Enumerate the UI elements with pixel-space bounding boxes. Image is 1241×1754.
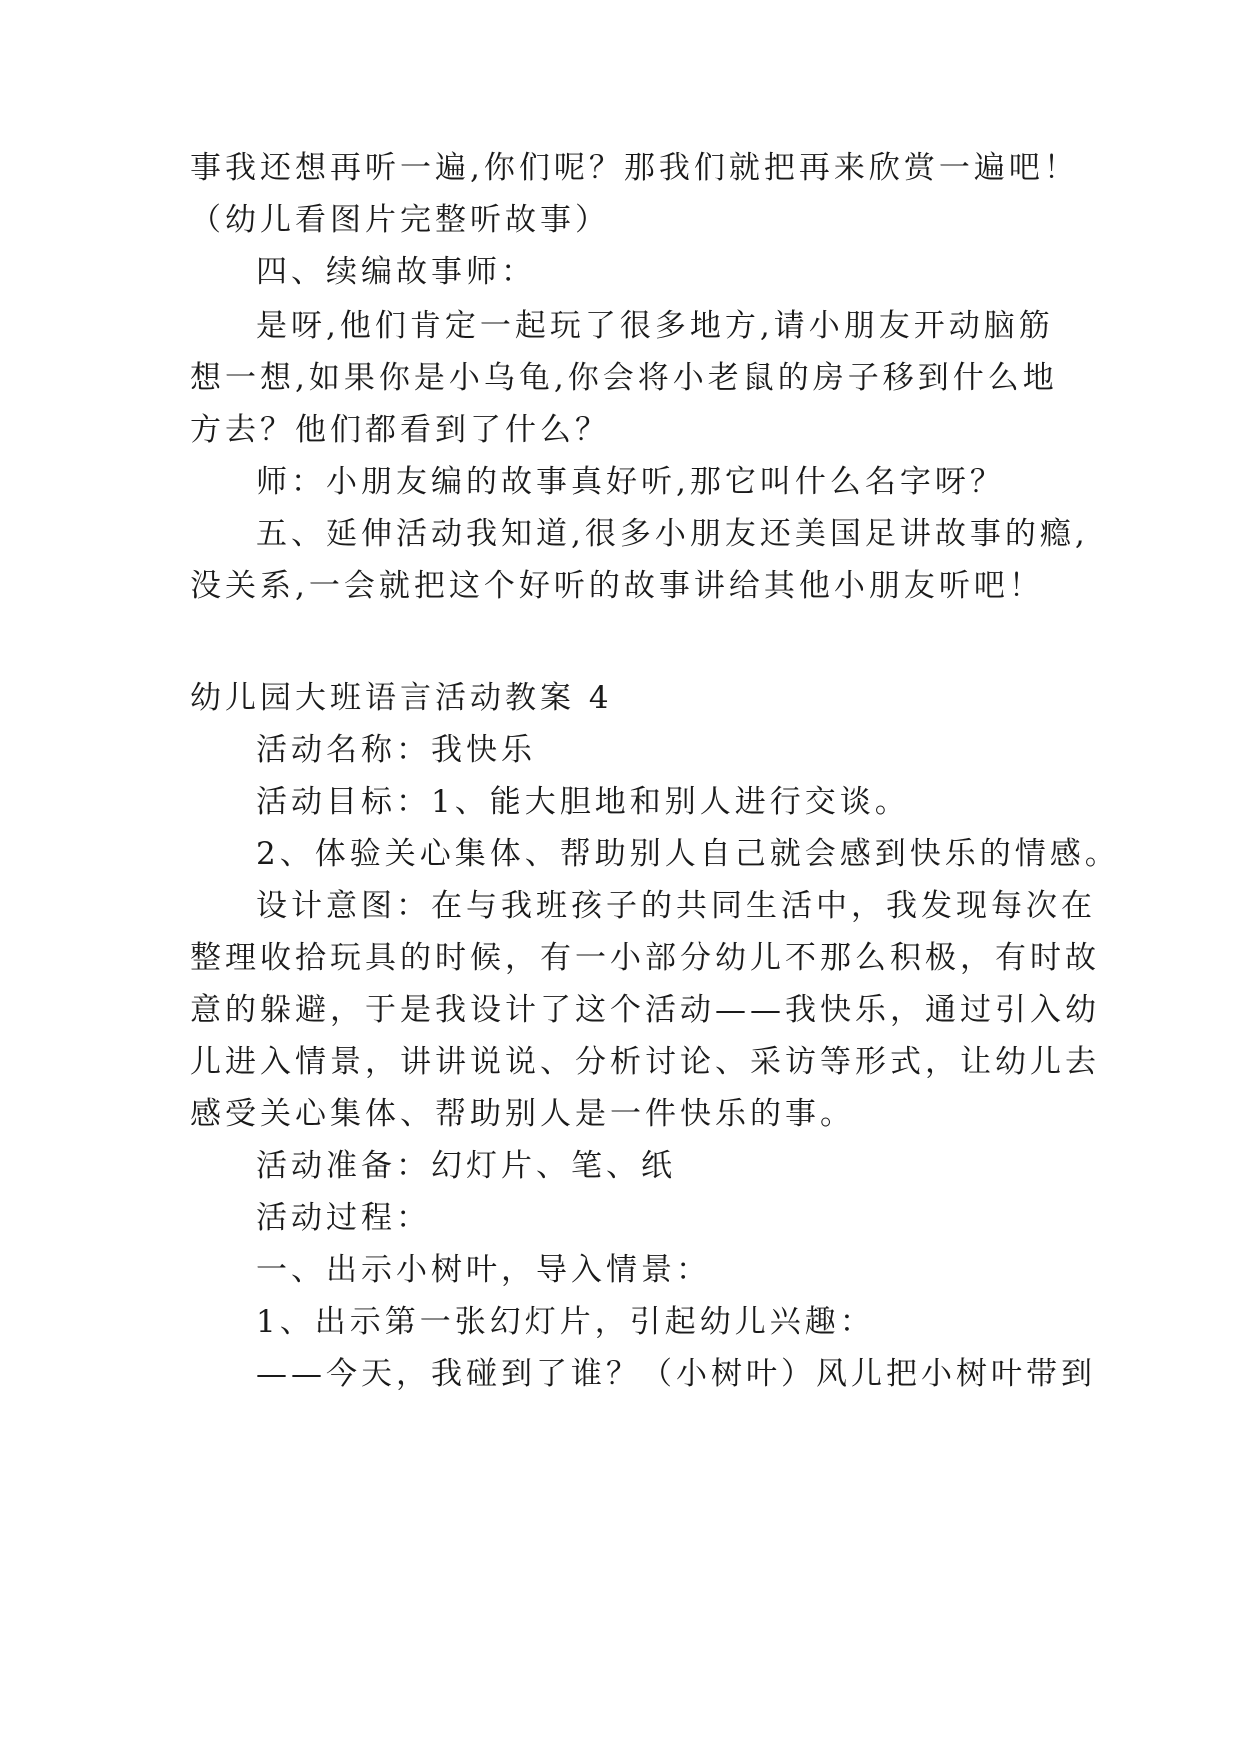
text-line: 活动目标：1、能大胆地和别人进行交谈。 <box>256 784 910 820</box>
text-line: 设计意图：在与我班孩子的共同生活中，我发现每次在 <box>256 888 1096 924</box>
text-line: 事我还想再听一遍,你们呢？那我们就把再来欣赏一遍吧！ <box>190 150 1079 186</box>
section-heading: 幼儿园大班语言活动教案 4 <box>190 680 613 716</box>
text-line: （幼儿看图片完整听故事） <box>190 202 610 238</box>
text-line: 2、体验关心集体、帮助别人自己就会感到快乐的情感。 <box>256 836 1120 872</box>
text-line: 五、延伸活动我知道,很多小朋友还美国足讲故事的瘾, <box>256 516 1089 552</box>
text-line: 是呀,他们肯定一起玩了很多地方,请小朋友开动脑筋 <box>256 308 1054 344</box>
text-line: 一、出示小树叶，导入情景： <box>256 1252 711 1288</box>
text-line: 方去？他们都看到了什么？ <box>190 412 610 448</box>
text-line: 意的躲避，于是我设计了这个活动——我快乐，通过引入幼 <box>190 992 1100 1028</box>
text-line: 没关系,一会就把这个好听的故事讲给其他小朋友听吧！ <box>190 568 1044 604</box>
text-line: ——今天，我碰到了谁？（小树叶）风儿把小树叶带到 <box>256 1356 1096 1392</box>
text-line: 活动准备：幻灯片、笔、纸 <box>256 1148 676 1184</box>
text-line: 整理收拾玩具的时候，有一小部分幼儿不那么积极，有时故 <box>190 940 1100 976</box>
text-line: 1、出示第一张幻灯片，引起幼儿兴趣： <box>256 1304 875 1340</box>
text-line: 活动名称：我快乐 <box>256 732 536 768</box>
text-line: 活动过程： <box>256 1200 431 1236</box>
text-line: 想一想,如果你是小乌龟,你会将小老鼠的房子移到什么地 <box>190 360 1058 396</box>
text-line: 感受关心集体、帮助别人是一件快乐的事。 <box>190 1096 855 1132</box>
text-line: 儿进入情景，讲讲说说、分析讨论、采访等形式，让幼儿去 <box>190 1044 1100 1080</box>
text-line: 师：小朋友编的故事真好听,那它叫什么名字呀？ <box>256 464 1005 500</box>
text-line: 四、续编故事师： <box>256 254 536 290</box>
